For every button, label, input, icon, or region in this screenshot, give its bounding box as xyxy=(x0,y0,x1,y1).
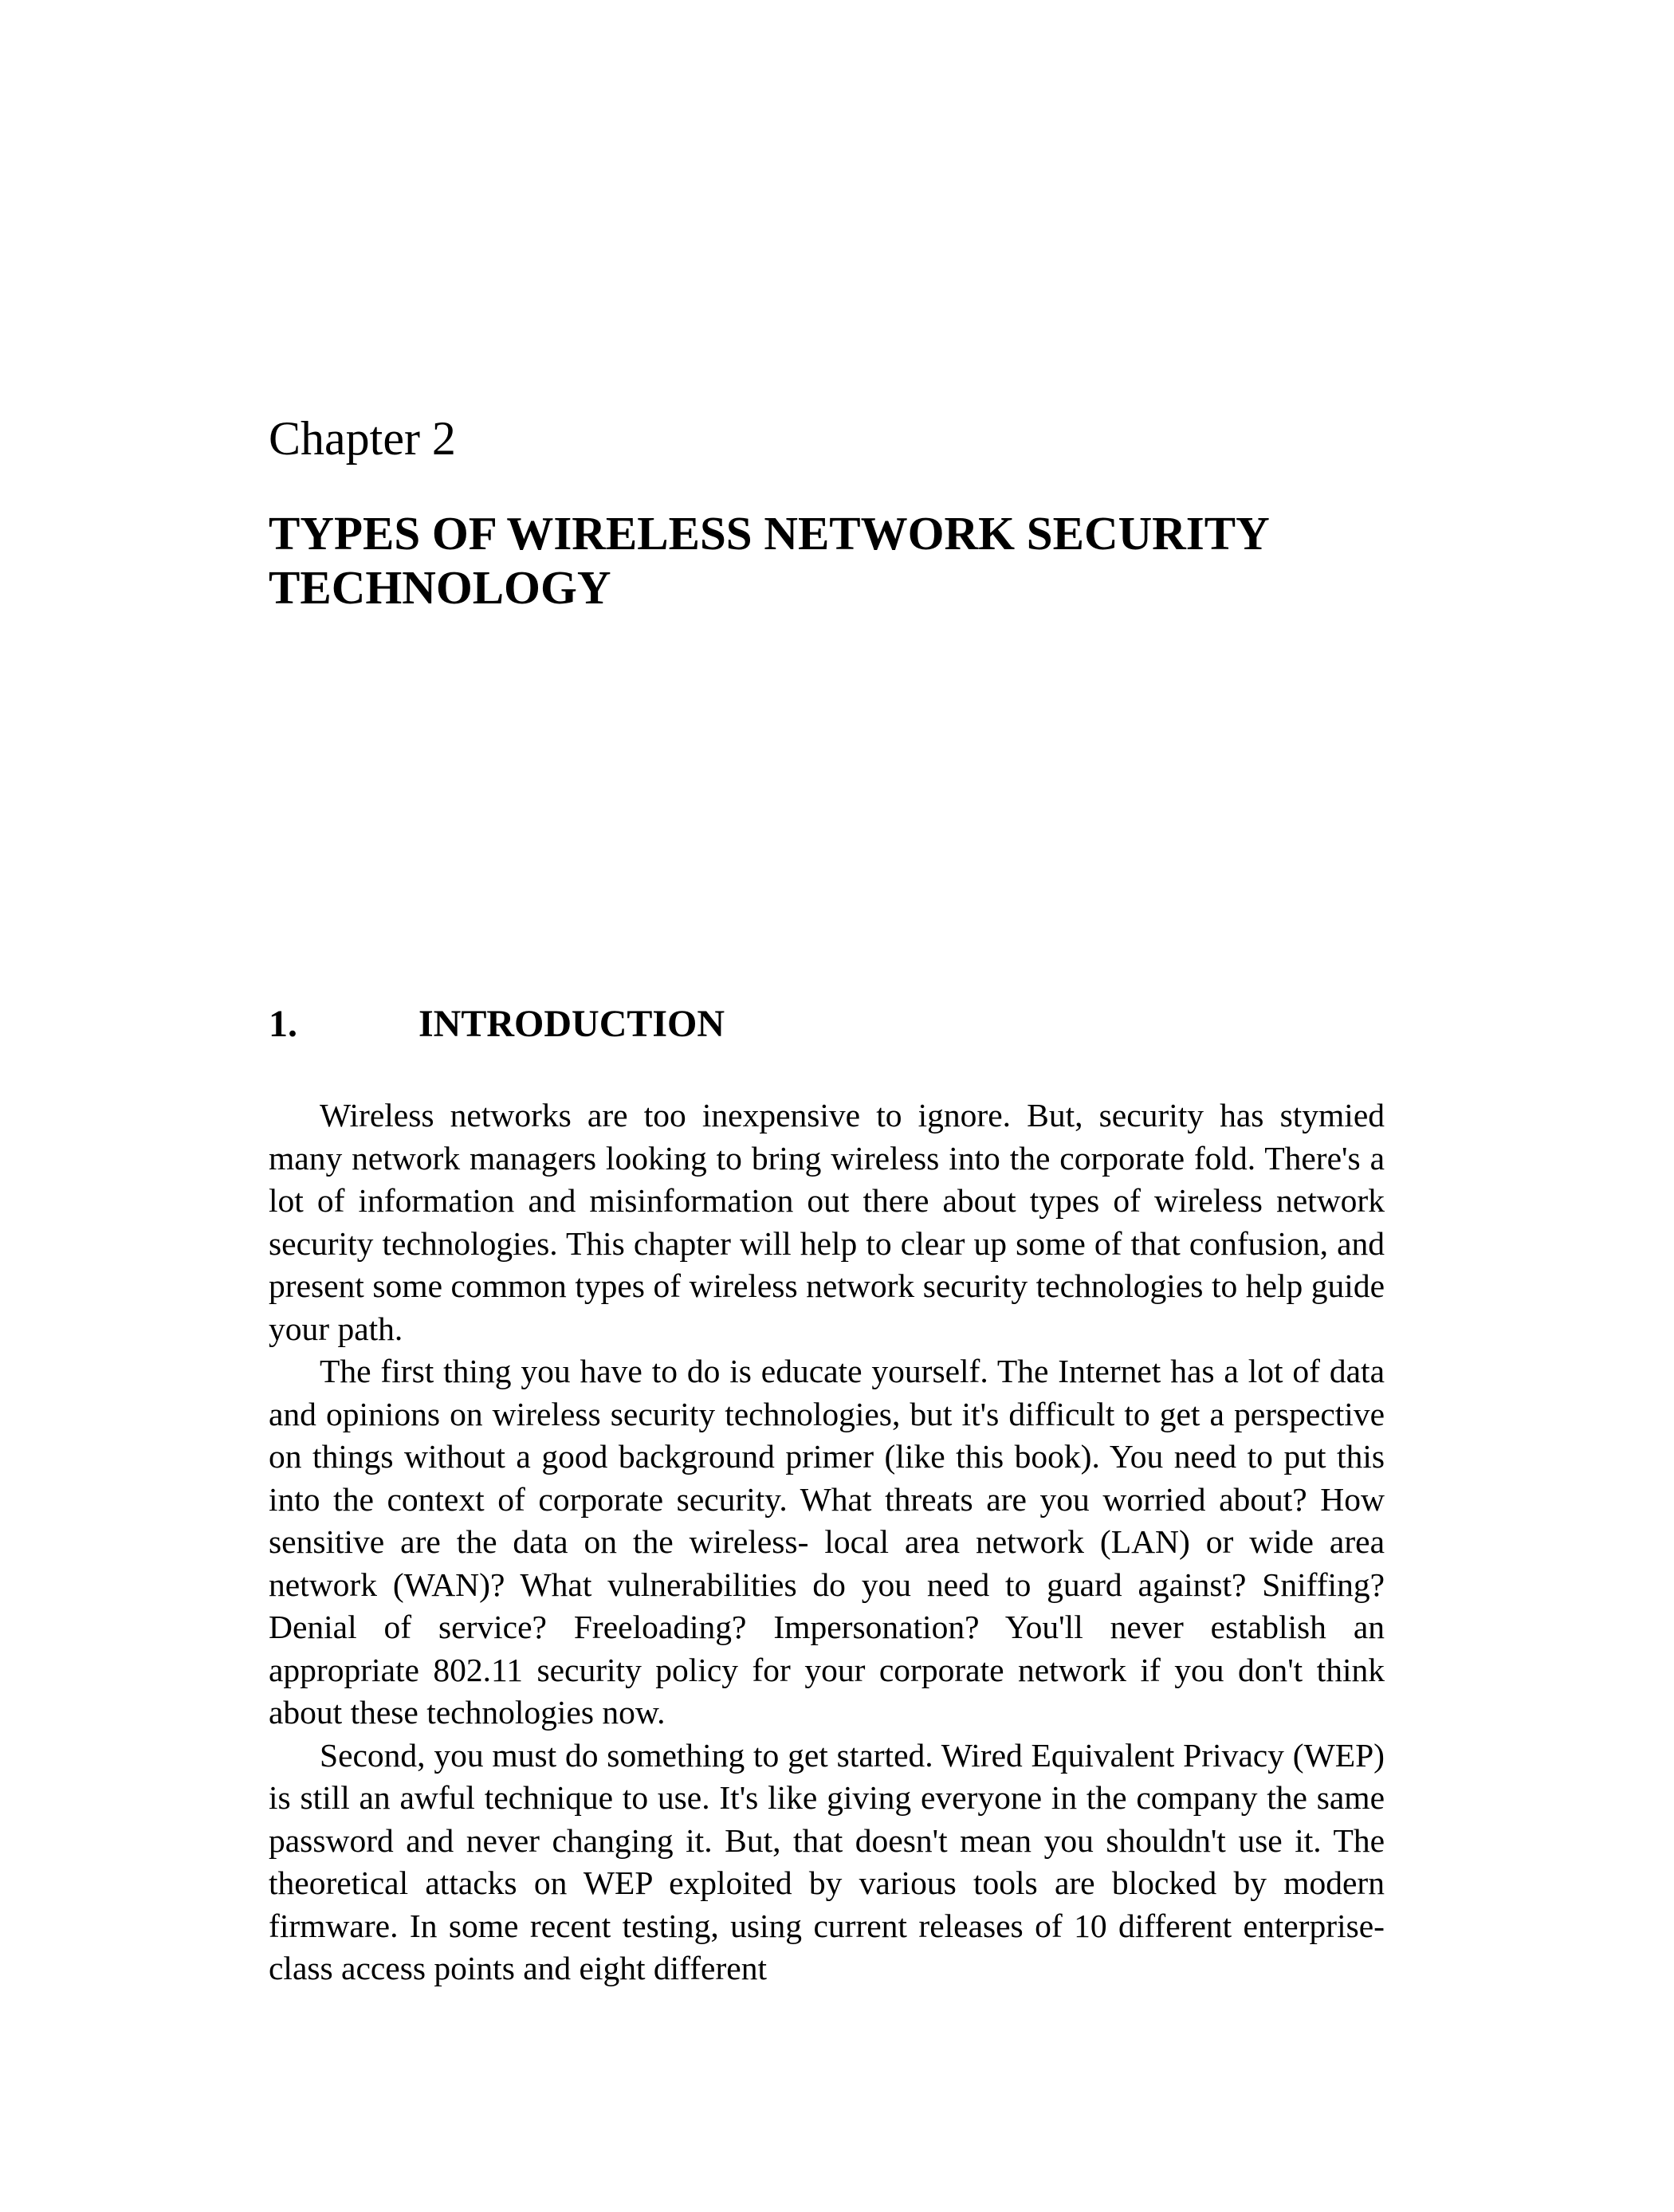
paragraph-3: Second, you must do something to get started. Wired Equivalent Privacy (WEP) is still an awful technique to use. It's like giving everyone in the company the same password and never changing it. But, that doesn't mean you shouldn't use it. The theoretical attacks on WEP exploited by various tools are blocked by modern firmware. In some recent testing, using current releases of 10 different enterprise-class access points and eight different xyxy=(269,1736,1385,1986)
section-heading xyxy=(269,1000,1385,1048)
paragraph-2: The first thing you have to do is educate yourself. The Internet has a lot of data and opinions on wireless security technologies, but it's difficult to get a perspective on things without a good background primer (like this book). You need to put this into the context of corporate security. What threats are you worried about? How sensitive are the data on the wireless- local area network (LAN) or wide area network (WAN)? What vulnerabilities do you need to guard against? Sniffing? Denial of service? Freeloading? Impersonation? You'll never establish an appropriate 802.11 security policy for your corporate network if you don't think about these technologies now. xyxy=(269,1353,1385,1731)
chapter-label: Chapter 2 xyxy=(269,412,456,465)
section-title: INTRODUCTION xyxy=(418,1003,725,1045)
body-text xyxy=(269,1094,1385,1990)
paragraph-1: Wireless networks are too inexpensive to ignore. But, security has stymied many network managers looking to bring wireless into the corporate fold. There's a lot of information and misinformation out there about types of wireless network security technologies. This chapter will help to clear up some of that confusion, and present some common types of wireless network security technologies to help guide your path. xyxy=(269,1097,1385,1347)
section-number: 1. xyxy=(269,1003,297,1045)
chapter-title xyxy=(269,506,1464,615)
chapter-title-line-1: TYPES OF WIRELESS NETWORK SECURITY xyxy=(269,507,1270,560)
chapter-title-line-2: TECHNOLOGY xyxy=(269,561,611,614)
